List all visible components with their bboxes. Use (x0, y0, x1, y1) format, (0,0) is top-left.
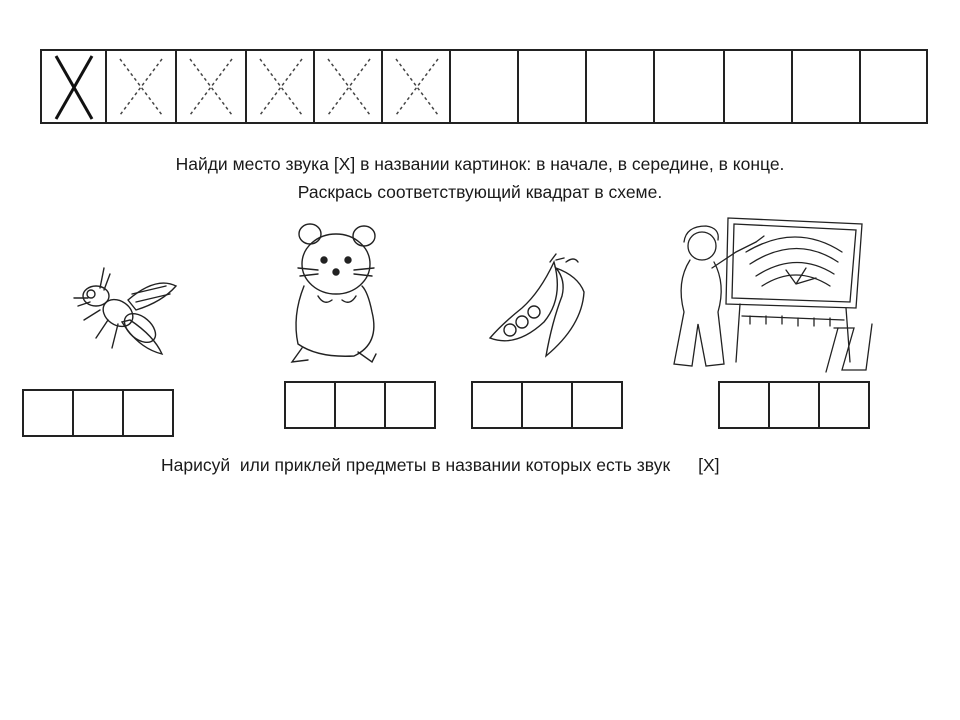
scheme-cell-middle[interactable] (770, 383, 820, 427)
instruction-line-2: Раскрась соответствующий квадрат в схеме. (297, 182, 663, 202)
scheme-cell-middle[interactable] (523, 383, 573, 427)
hamster-icon (278, 216, 390, 366)
instruction-line-1: Найди место звука [Х] в названии картинок: в начале, в середине, в конце. (175, 154, 785, 174)
scheme-fly (22, 389, 174, 437)
scheme-cell-start[interactable] (720, 383, 770, 427)
scheme-cell-end[interactable] (124, 391, 172, 435)
scheme-pea-pod (471, 381, 623, 429)
scheme-cell-start[interactable] (24, 391, 74, 435)
scheme-cell-end[interactable] (386, 383, 434, 427)
task2-instruction (161, 451, 720, 479)
scheme-cell-start[interactable] (286, 383, 336, 427)
fly-icon (66, 258, 190, 362)
scheme-cell-start[interactable] (473, 383, 523, 427)
scheme-cell-end[interactable] (573, 383, 621, 427)
scheme-cell-end[interactable] (820, 383, 868, 427)
scheme-cell-middle[interactable] (336, 383, 386, 427)
pea-pod-icon (486, 252, 592, 358)
scheme-hamster (284, 381, 436, 429)
scheme-painter (718, 381, 870, 429)
solid-x-letter (56, 56, 92, 119)
task2-sound: [Х] (698, 455, 720, 475)
tracing-strip (40, 49, 928, 124)
scheme-cell-middle[interactable] (74, 391, 124, 435)
task2-text: Нарисуй или приклей предметы в названии которых есть звук (161, 455, 671, 475)
painter-icon (666, 212, 882, 374)
